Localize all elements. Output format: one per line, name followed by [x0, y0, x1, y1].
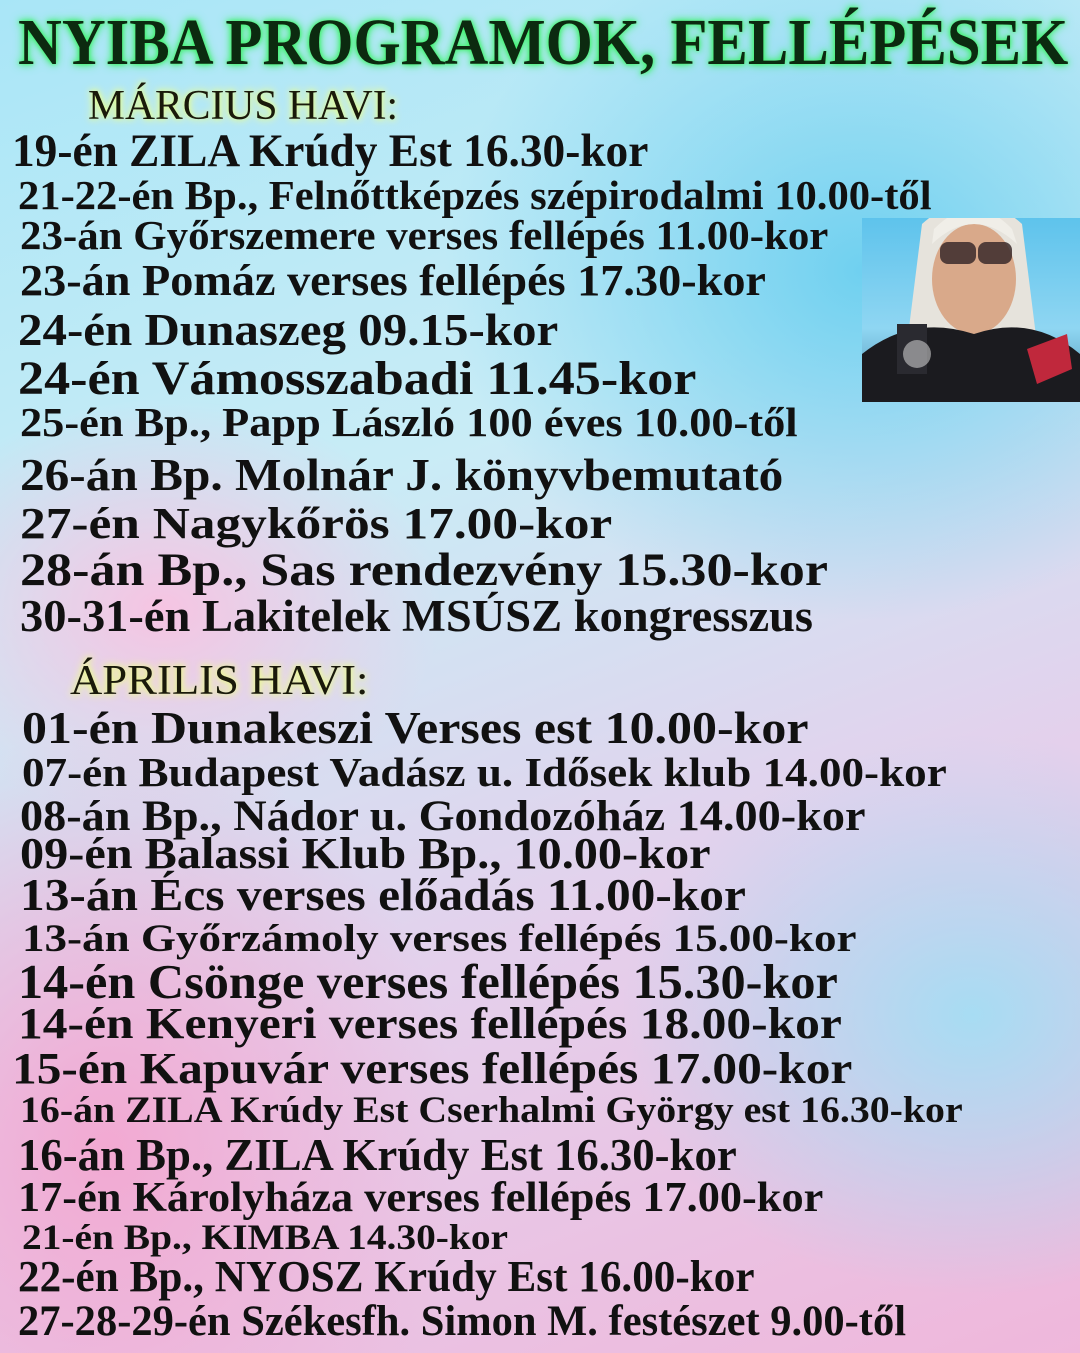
portrait-photo — [862, 218, 1080, 402]
event-item: 07-én Budapest Vadász u. Idősek klub 14.00-kor — [22, 749, 947, 795]
event-item: 14-én Kenyeri verses fellépés 18.00-kor — [18, 999, 842, 1048]
event-item: 14-én Csönge verses fellépés 15.30-kor — [18, 954, 838, 1009]
event-item: 23-án Pomáz verses fellépés 17.30-kor — [20, 256, 766, 305]
event-item: 16-án Bp., ZILA Krúdy Est 16.30-kor — [18, 1129, 737, 1180]
portrait-illustration — [862, 218, 1080, 402]
event-item: 21-22-én Bp., Felnőttképzés szépirodalmi 10.00-től — [18, 172, 932, 218]
event-item: 24-én Dunaszeg 09.15-kor — [18, 304, 559, 355]
event-item: 13-án Écs verses előadás 11.00-kor — [20, 869, 746, 920]
event-item: 09-én Balassi Klub Bp., 10.00-kor — [20, 829, 711, 878]
event-item: 21-én Bp., KIMBA 14.30-kor — [22, 1217, 509, 1257]
event-item: 16-án ZILA Krúdy Est Cserhalmi György est 16.30-kor — [20, 1090, 963, 1131]
event-item: 13-án Győrzámoly verses fellépés 15.00-kor — [22, 917, 857, 960]
event-item: 28-án Bp., Sas rendezvény 15.30-kor — [20, 544, 828, 596]
event-item: 15-én Kapuvár verses fellépés 17.00-kor — [12, 1044, 853, 1093]
april-heading: ÁPRILIS HAVI: — [70, 658, 369, 704]
event-item: 19-én ZILA Krúdy Est 16.30-kor — [12, 125, 649, 177]
event-item: 27-28-29-én Székesfh. Simon M. festészet 9.00-től — [18, 1298, 907, 1345]
poster-title: NYIBA PROGRAMOK, FELLÉPÉSEK — [18, 6, 1069, 79]
event-item: 17-én Károlyháza verses fellépés 17.00-kor — [18, 1175, 824, 1221]
event-item: 22-én Bp., NYOSZ Krúdy Est 16.00-kor — [18, 1252, 755, 1301]
march-heading: MÁRCIUS HAVI: — [88, 83, 399, 129]
event-item: 08-án Bp., Nádor u. Gondozóház 14.00-kor — [20, 793, 866, 840]
event-item: 27-én Nagykőrös 17.00-kor — [20, 499, 613, 548]
event-item: 24-én Vámosszabadi 11.45-kor — [18, 352, 697, 405]
event-item: 23-án Győrszemere verses fellépés 11.00-kor — [20, 212, 829, 258]
event-item: 25-én Bp., Papp László 100 éves 10.00-től — [20, 399, 798, 445]
event-item: 26-án Bp. Molnár J. könyvbemutató — [20, 449, 784, 500]
event-item: 01-én Dunakeszi Verses est 10.00-kor — [22, 702, 809, 753]
event-item: 30-31-én Lakitelek MSÚSZ kongresszus — [20, 591, 813, 641]
